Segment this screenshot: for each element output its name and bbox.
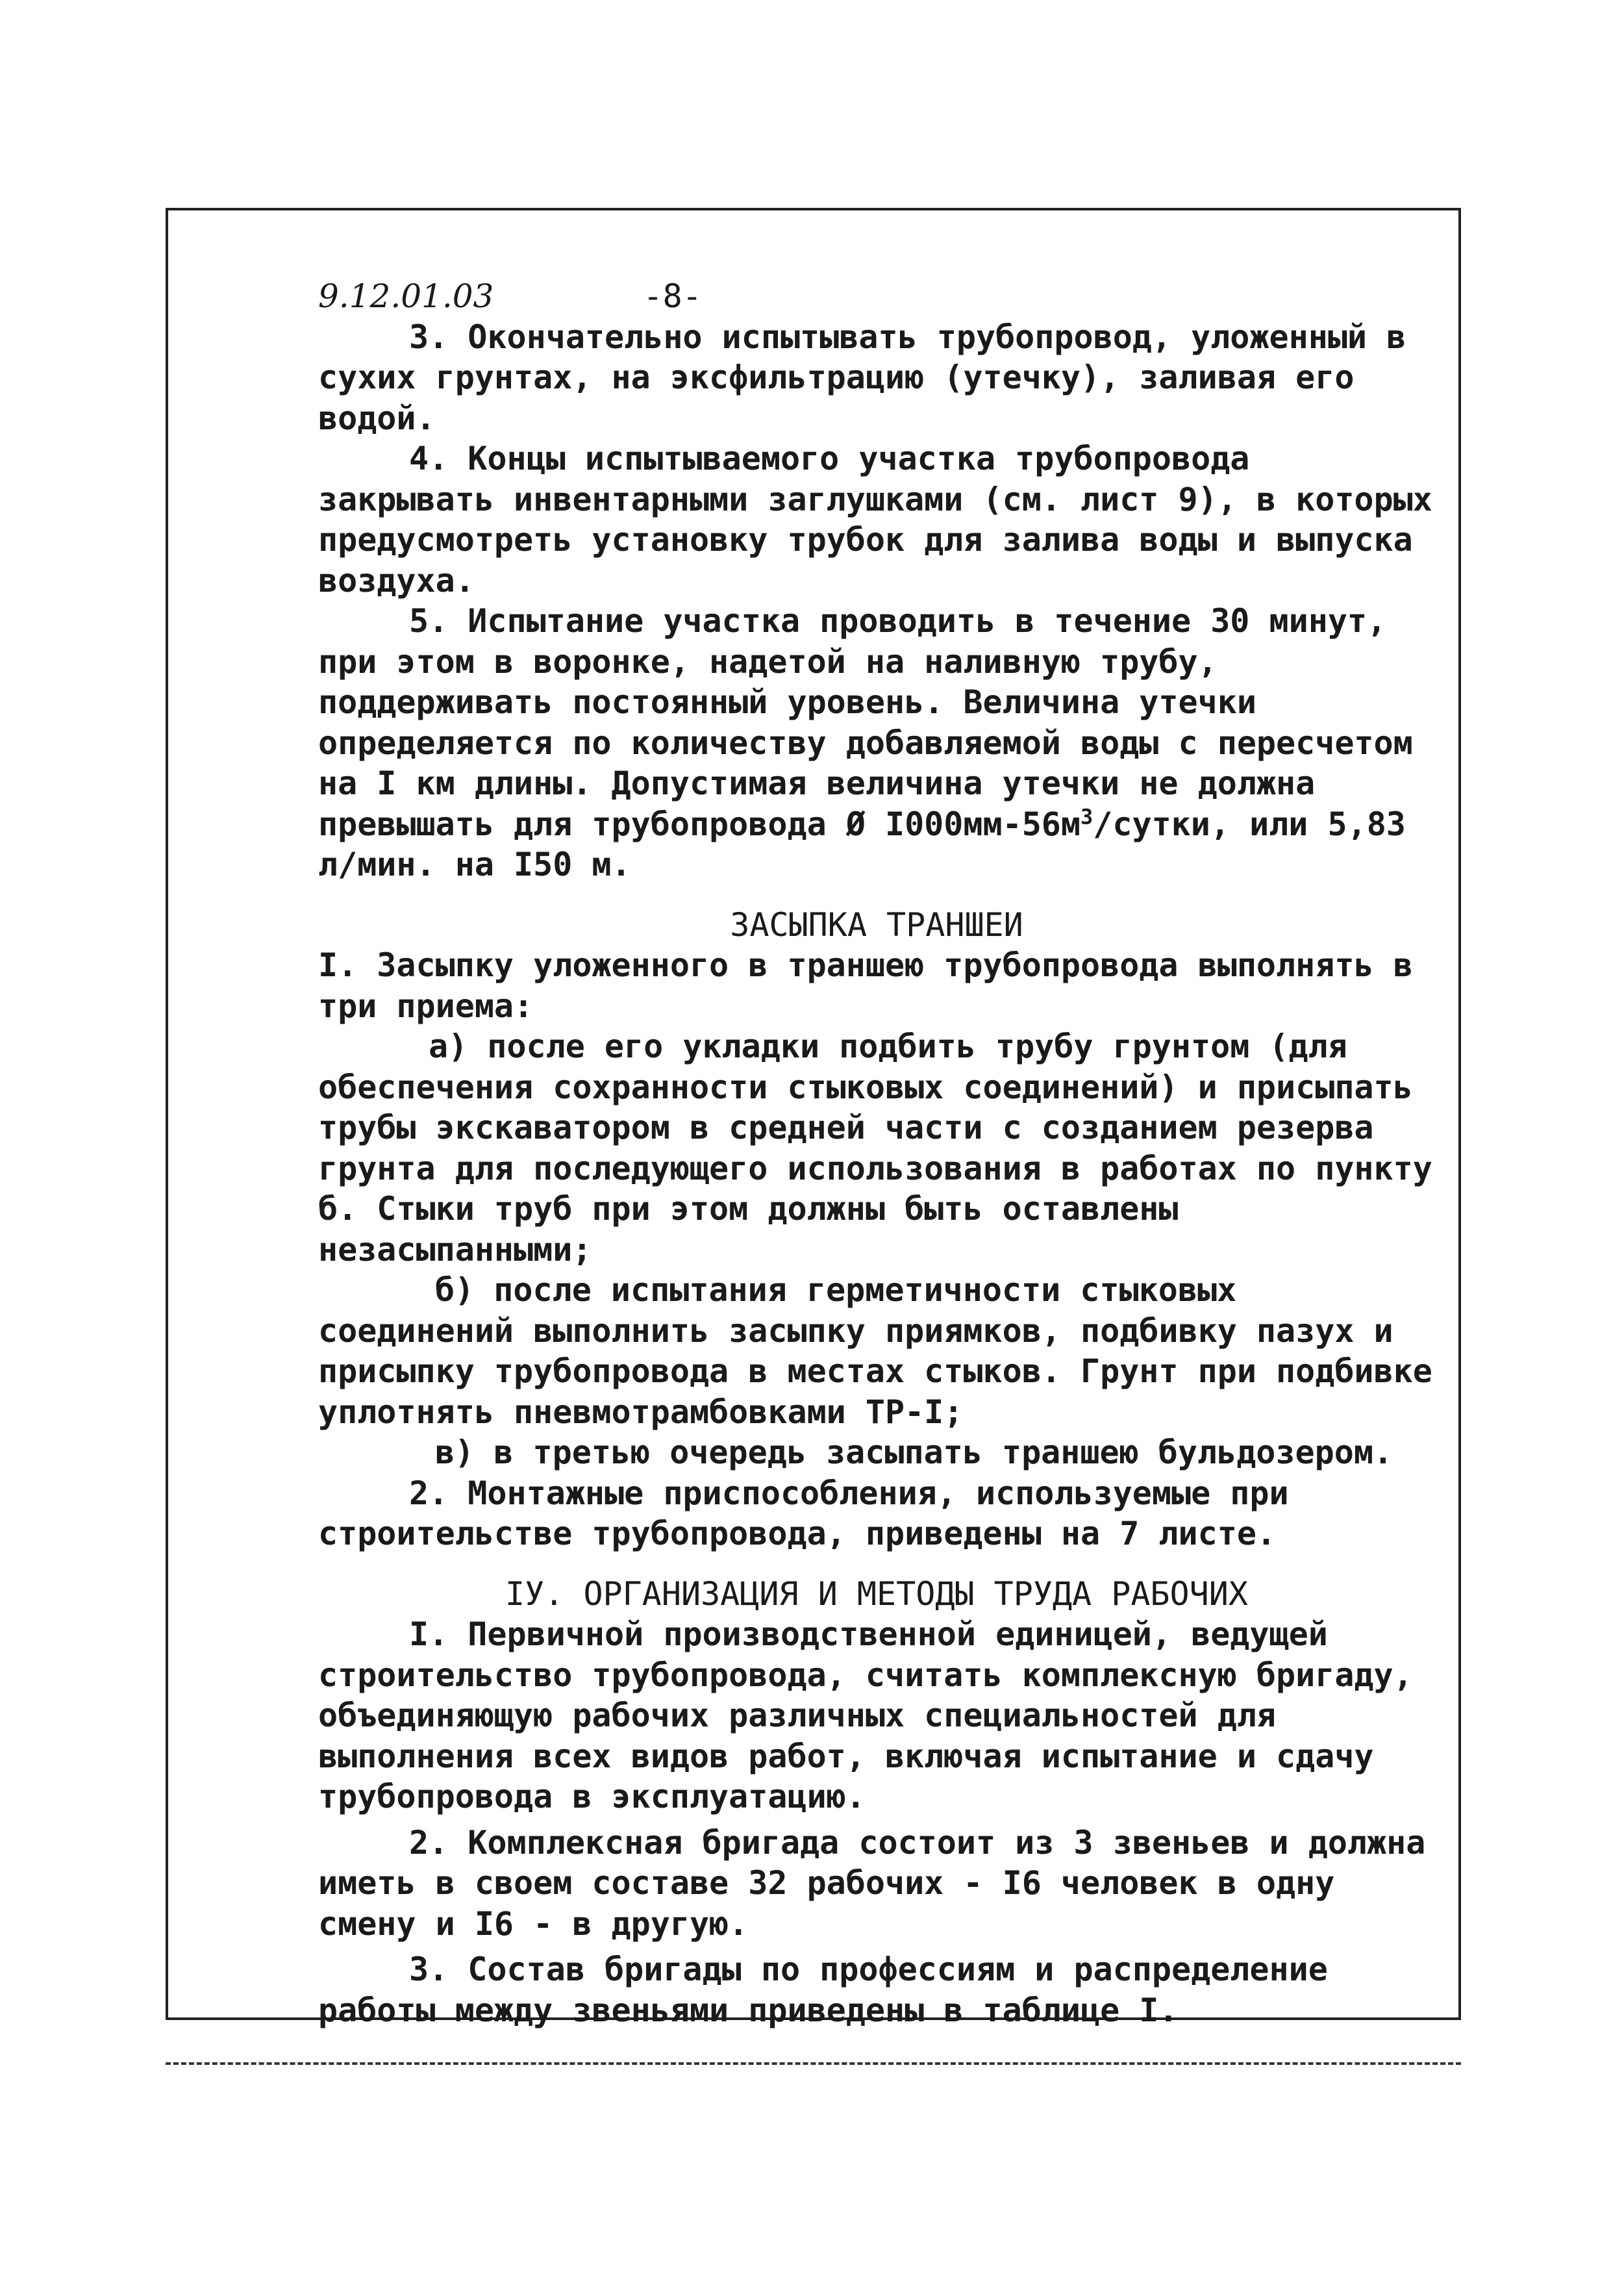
page-number: -8-: [643, 277, 702, 315]
backfill-paragraph-1: I. Засыпку уложенного в траншею трубопровода выполнять в три приема:: [318, 946, 1413, 1025]
section-title-organization: IУ. ОРГАНИЗАЦИЯ И МЕТОДЫ ТРУДА РАБОЧИХ: [505, 1574, 1248, 1613]
cubic-superscript: 3: [1081, 803, 1093, 829]
backfill-paragraph-2: 2. Монтажные приспособления, используемые при строительстве трубопровода, приведены на 7 листе.: [318, 1474, 1289, 1552]
testing-paragraph-5-text: 5. Испытание участка проводить в течение 30 минут, при этом в воронке, надетой на наливную трубу, поддерживать постоянный уровень. Величина утечки определяется по количеству добавляемой воды с пересчетом на I км длины. Допустимая величина утечки не должна превышать для трубопровода Ø I000мм-56м: [318, 602, 1413, 843]
backfill-item-c: в) в третью очередь засыпать траншею бульдозером.: [435, 1434, 1393, 1471]
organization-paragraph-1: I. Первичной производственной единицей, ведущей строительство трубопровода, считать комплексную бригаду, объединяющую рабочих различных специальностей для выполнения всех видов работ, включая испытание и сдачу трубопровода в эксплуатацию.: [318, 1615, 1413, 1815]
testing-paragraph-3: 3. Окончательно испытывать трубопровод, уложенный в сухих грунтах, на эксфильтрацию (утечку), заливая его водой.: [318, 318, 1406, 437]
testing-paragraph-4: 4. Концы испытываемого участка трубопровода закрывать инвентарными заглушками (см. лист 9), в которых предусмотреть установку трубок для залива воды и выпуска воздуха.: [318, 440, 1432, 600]
backfill-item-a: а) после его укладки подбить трубу грунтом (для обеспечения сохранности стыковых соединений) и присыпать трубы экскаватором в средней части с созданием резерва грунта для последующего использования в работах по пункту б. Стыки труб при этом должны быть оставлены незасыпанными;: [318, 1028, 1432, 1269]
document-code: 9.12.01.03: [318, 277, 494, 315]
organization-paragraph-3: 3. Состав бригады по профессиям и распределение работы между звеньями приведены в таблице I.: [318, 1951, 1328, 2029]
backfill-item-b: б) после испытания герметичности стыковых соединений выполнить засыпку приямков, подбивку пазух и присыпку трубопровода в местах стыков. Грунт при подбивке уплотнять пневмотрамбовками ТР-I;: [318, 1271, 1432, 1431]
document-body: [318, 276, 1435, 2030]
page-header: [318, 276, 1435, 317]
testing-paragraph-5: [318, 601, 1435, 885]
bottom-divider: [166, 2062, 1461, 2065]
testing-paragraph-5-tail: /сутки, или 5,83 л/мин. на I50 м.: [318, 805, 1406, 883]
section-title-backfill: ЗАСЫПКА ТРАНШЕИ: [730, 905, 1023, 944]
organization-paragraph-2: 2. Комплексная бригада состоит из 3 звеньев и должна иметь в своем составе 32 рабочих - I6 человек в одну смену и I6 - в другую.: [318, 1823, 1426, 1943]
